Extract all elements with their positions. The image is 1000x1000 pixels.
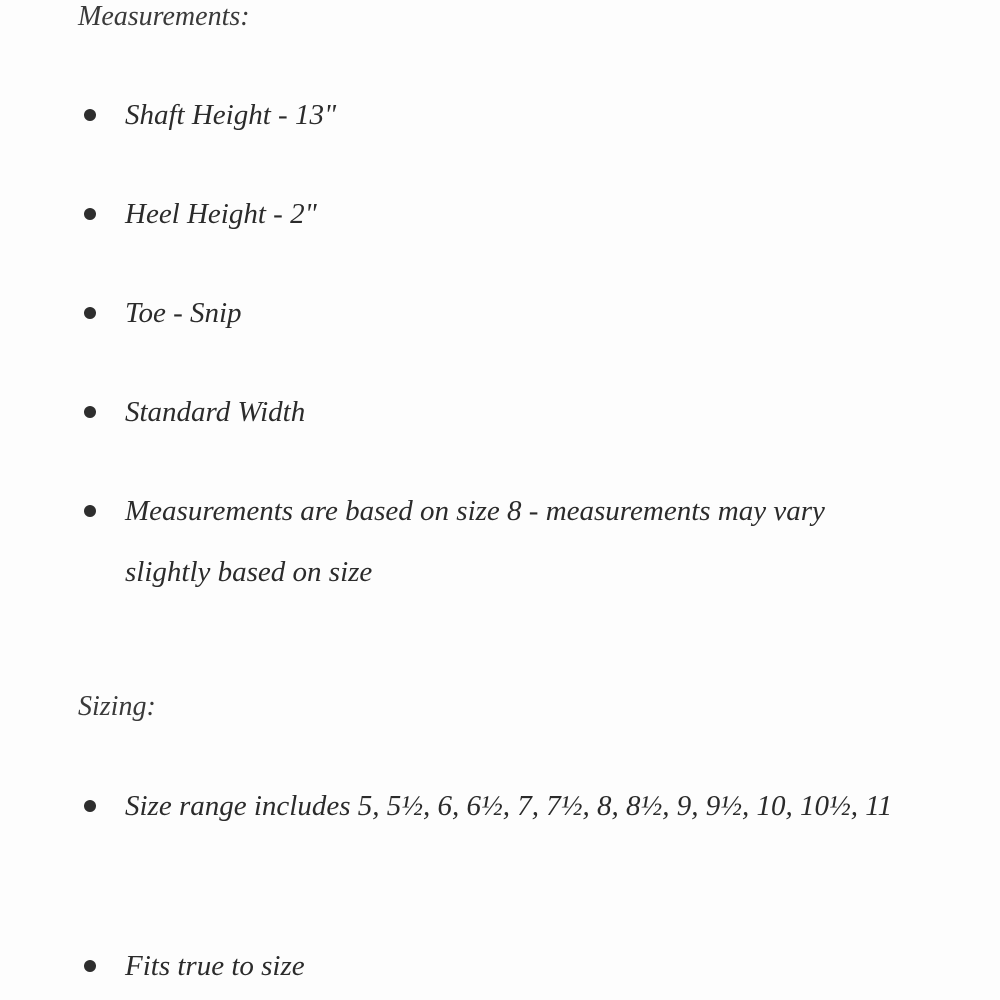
bullet-icon	[84, 307, 96, 319]
measurement-heel-height: Heel Height - 2"	[125, 198, 317, 230]
size-range: Size range includes 5, 5½, 6, 6½, 7, 7½, 8, 8½, 9, 9½, 10, 10½, 11	[125, 790, 893, 822]
bullet-icon	[84, 800, 96, 812]
sizing-heading: Sizing:	[78, 691, 156, 722]
bullet-icon	[84, 208, 96, 220]
bullet-icon	[84, 505, 96, 517]
bullet-icon	[84, 960, 96, 972]
bullet-icon	[84, 406, 96, 418]
measurement-toe: Toe - Snip	[125, 297, 242, 329]
fit-note: Fits true to size	[125, 950, 305, 982]
measurements-heading: Measurements:	[78, 1, 250, 32]
measurement-shaft-height: Shaft Height - 13"	[125, 99, 337, 131]
measurement-width: Standard Width	[125, 396, 306, 428]
measurement-note: Measurements are based on size 8 - measurements may vary slightly based on size	[125, 495, 825, 588]
bullet-icon	[84, 109, 96, 121]
